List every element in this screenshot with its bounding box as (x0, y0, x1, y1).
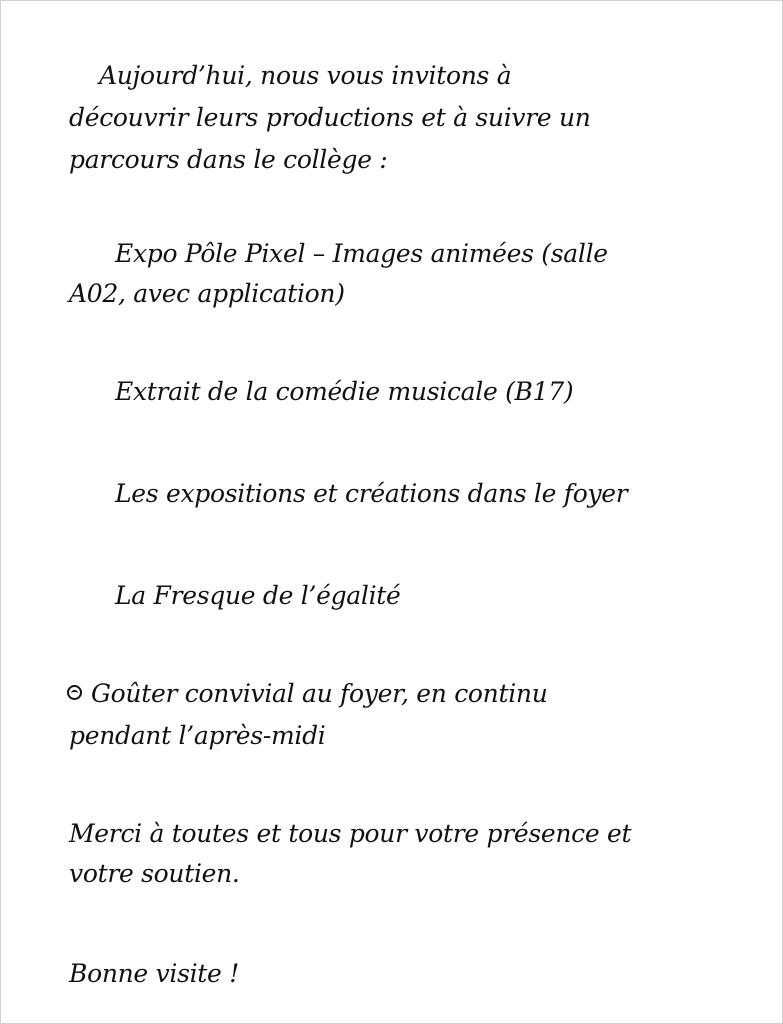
item-exhibitions-foyer: Les expositions et créations dans le foyer (115, 479, 628, 508)
thanks-line-1: Merci à toutes et tous pour votre présence et (69, 819, 632, 848)
snack-line-1: Goûter convivial au foyer, en continu (91, 679, 548, 708)
snack-line-2: pendant l’après-midi (69, 721, 326, 750)
intro-line-2: découvrir leurs productions et à suivre un (69, 103, 591, 132)
intro-line-1: Aujourd’hui, nous vous invitons à (99, 61, 512, 90)
thanks-line-2: votre soutien. (69, 859, 240, 888)
coffee-cup-icon (67, 685, 82, 700)
item-fresque-egalite: La Fresque de l’égalité (115, 581, 401, 610)
item-expo-pixel-line-1: Expo Pôle Pixel – Images animées (salle (115, 239, 608, 268)
item-musical-comedy: Extrait de la comédie musicale (B17) (115, 377, 574, 406)
intro-line-3: parcours dans le collège : (69, 145, 388, 174)
item-expo-pixel-line-2: A02, avec application) (69, 279, 345, 308)
closing-line: Bonne visite ! (69, 959, 239, 988)
